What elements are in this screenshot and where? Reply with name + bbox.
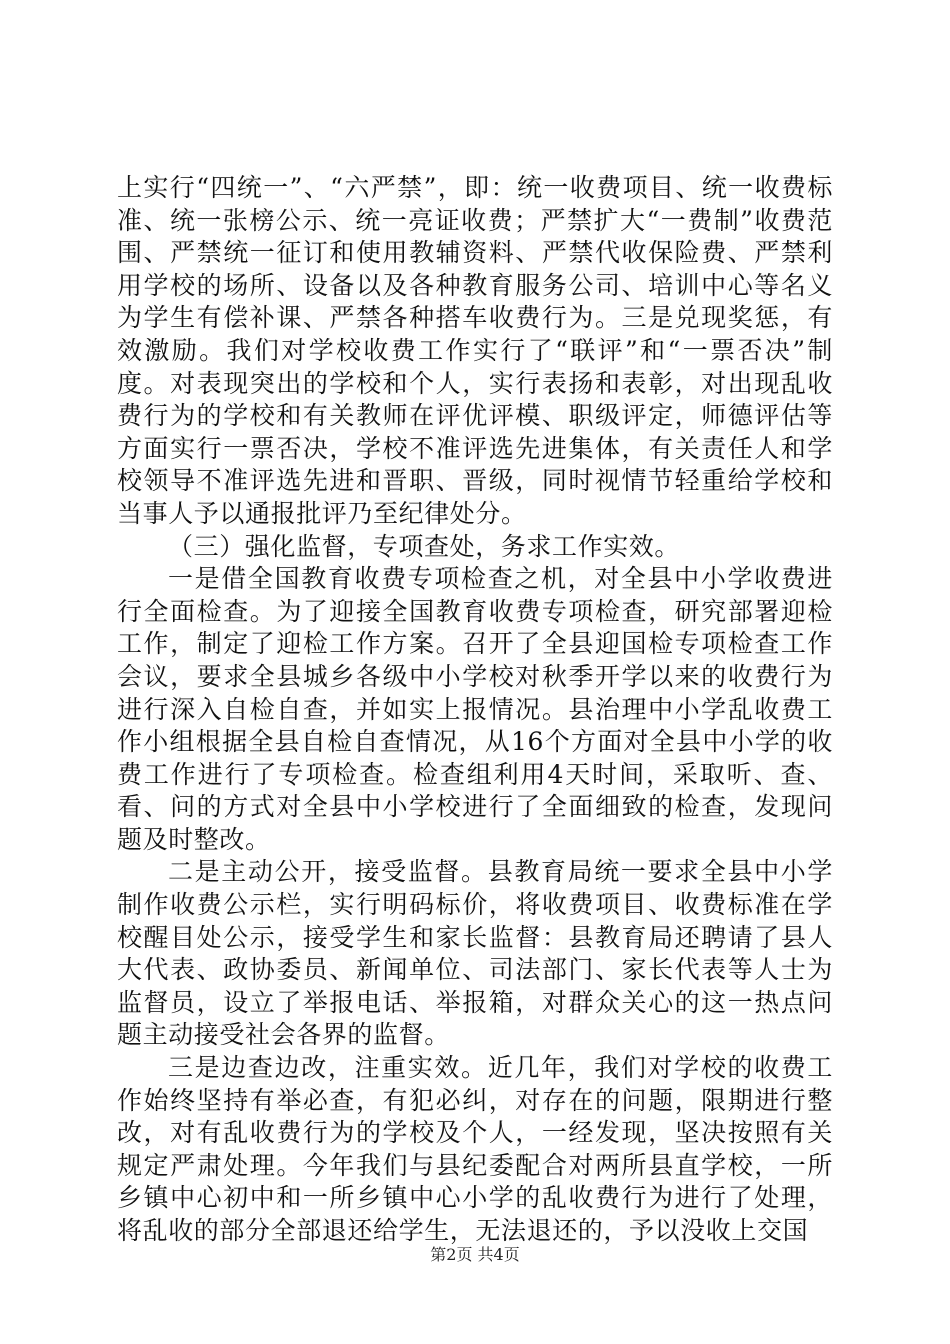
paragraph-national-inspection: 一是借全国教育收费专项检查之机，对全县中小学收费进行全面检查。为了迎接全国教育收费专项检查，研究部署迎检工作，制定了迎检工作方案。召开了全县迎国检专项检查工作会议，要求全县城乡各级中小学校对秋季开学以来的收费行为进行深入自检自查，并如实上报情况。县治理中小学乱收费工作小组根据全县自检自查情况，从16个方面对全县中小学的收费工作进行了专项检查。检查组利用4天时间，采取听、查、看、问的方式对全县中小学校进行了全面细致的检查，发现问题及时整改。 <box>117 564 833 854</box>
paragraph-public-supervision: 二是主动公开，接受监督。县教育局统一要求全县中小学制作收费公示栏，实行明码标价，将收费项目、收费标准在学校醒目处公示，接受学生和家长监督：县教育局还聘请了县人大代表、政协委员、新闻单位、司法部门、家长代表等人士为监督员，设立了举报电话、举报箱，对群众关心的这一热点问题主动接受社会各界的监督。 <box>117 857 833 1050</box>
paragraph-check-and-correct: 三是边查边改，注重实效。近几年，我们对学校的收费工作始终坚持有举必查，有犯必纠，对存在的问题，限期进行整改，对有乱收费行为的学校及个人，一经发现，坚决按照有关规定严肃处理。今年我们与县纪委配合对两所县直学校，一所乡镇中心初中和一所乡镇中心小学的乱收费行为进行了处理，将乱收的部分全部退还给学生，无法退还的，予以没收上交国 <box>117 1053 833 1245</box>
document-body <box>117 172 833 1248</box>
page-number-footer: 第2页 共4页 <box>430 1245 520 1264</box>
section-heading-supervision: （三）强化监督，专项查处，务求工作实效。 <box>168 531 681 561</box>
paragraph-continued-fee-rules: 上实行“四统一”、“六严禁”，即：统一收费项目、统一收费标准、统一张榜公示、统一亮证收费；严禁扩大“一费制”收费范围、严禁统一征订和使用教辅资料、严禁代收保险费、严禁利用学校的场所、设备以及各种教育服务公司、培训中心等名义为学生有偿补课、严禁各种搭车收费行为。三是兑现奖惩，有效激励。我们对学校收费工作实行了“联评”和“一票否决”制度。对表现突出的学校和个人，实行表扬和表彰，对出现乱收费行为的学校和有关教师在评优评模、职级评定，师德评估等方面实行一票否决，学校不准评选先进集体，有关责任人和学校领导不准评选先进和晋职、晋级，同时视情节轻重给学校和当事人予以通报批评乃至纪律处分。 <box>117 173 833 528</box>
